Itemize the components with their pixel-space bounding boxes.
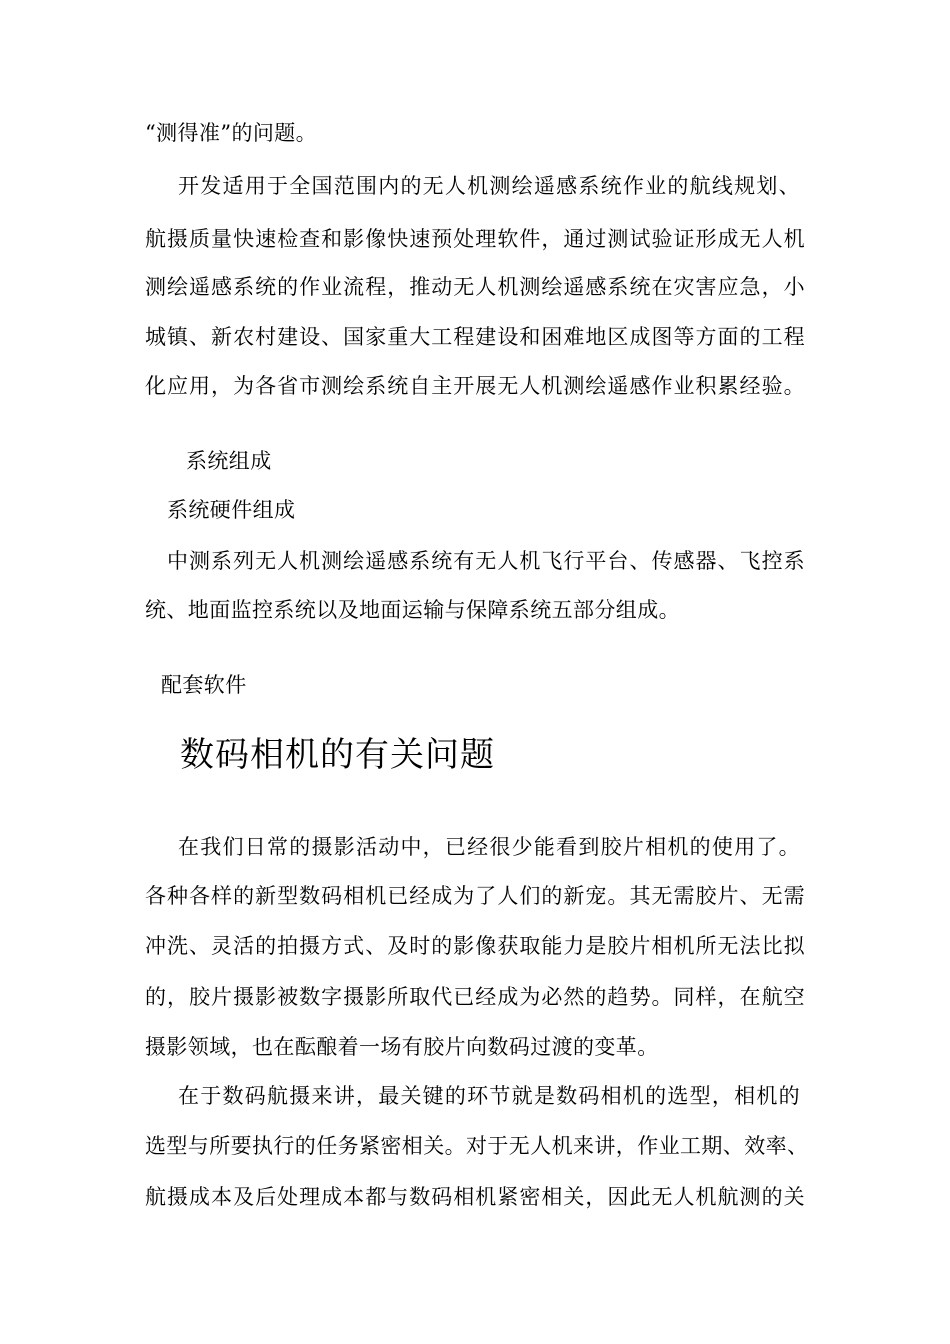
- section-title-camera: 数码相机的有关问题: [180, 735, 495, 775]
- camera1-line-5: 摄影领域，也在酝酿着一场有胶片向数码过渡的变革。: [145, 1035, 659, 1059]
- camera2-line-1: 在于数码航摄来讲，最关键的环节就是数码相机的选型，相机的: [178, 1084, 800, 1108]
- goal-line-3: 测绘遥感系统的作业流程，推动无人机测绘遥感系统在灾害应急，小: [145, 275, 805, 299]
- heading-hardware: 系统硬件组成: [167, 498, 296, 522]
- camera1-line-3: 冲洗、灵活的拍摄方式、及时的影像获取能力是胶片相机所无法比拟: [145, 934, 805, 958]
- camera1-line-1: 在我们日常的摄影活动中，已经很少能看到胶片相机的使用了。: [178, 835, 800, 859]
- goal-line-5: 化应用，为各省市测绘系统自主开展无人机测绘遥感作业积累经验。: [145, 374, 805, 398]
- intro-line-1: “测得准”的问题。: [145, 121, 318, 145]
- goal-line-2: 航摄质量快速检查和影像快速预处理软件，通过测试验证形成无人机: [145, 227, 805, 251]
- goal-line-1: 开发适用于全国范围内的无人机测绘遥感系统作业的航线规划、: [178, 174, 800, 198]
- camera2-line-2: 选型与所要执行的任务紧密相关。对于无人机来讲，作业工期、效率、: [145, 1134, 809, 1158]
- camera2-line-3: 航摄成本及后处理成本都与数码相机紧密相关，因此无人机航测的关: [145, 1185, 805, 1209]
- hardware-line-2: 统、地面监控系统以及地面运输与保障系统五部分组成。: [145, 598, 680, 622]
- camera1-line-4: 的，胶片摄影被数字摄影所取代已经成为必然的趋势。同样，在航空: [145, 985, 805, 1009]
- goal-line-4: 城镇、新农村建设、国家重大工程建设和困难地区成图等方面的工程: [145, 325, 805, 349]
- heading-software: 配套软件: [161, 673, 247, 697]
- hardware-line-1: 中测系列无人机测绘遥感系统有无人机飞行平台、传感器、飞控系: [167, 549, 805, 573]
- camera1-line-2: 各种各样的新型数码相机已经成为了人们的新宠。其无需胶片、无需: [145, 884, 805, 908]
- heading-system: 系统组成: [186, 449, 272, 473]
